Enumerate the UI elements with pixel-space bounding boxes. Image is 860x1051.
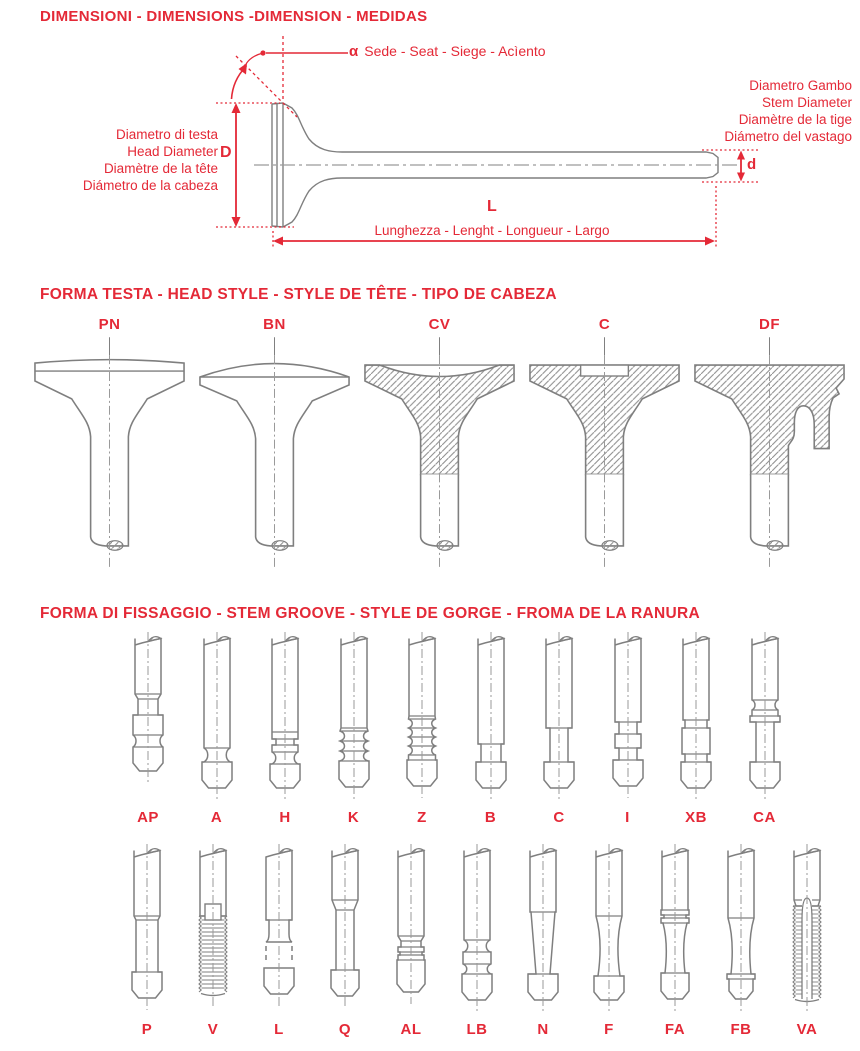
head-diameter-line-es: Diámetro de la cabeza [82, 178, 218, 193]
stem-groove-figure-a [184, 630, 250, 828]
stem-groove-drawing-va [774, 842, 840, 1020]
stem-groove-label-fa: FA [664, 1021, 686, 1038]
stem-groove-figure-n [510, 842, 576, 1040]
stem-groove-figure-f [576, 842, 642, 1040]
stem-groove-drawing-xb [663, 630, 729, 808]
head-style-drawing-bn [193, 335, 356, 584]
head-style-figure-df [688, 316, 851, 584]
stem-groove-label-b: B [484, 809, 497, 826]
seat-label: Sede - Seat - Siege - Acìento [364, 43, 546, 59]
stem-diameter-line-en: Stem Diameter [761, 95, 852, 110]
head-style-label-cv: CV [428, 316, 451, 333]
stem-groove-drawing-v [180, 842, 246, 1020]
head-style-drawing-df [688, 335, 851, 584]
head-style-title: FORMA TESTA - HEAD STYLE - STYLE DE TÊTE - TIPO DE CABEZA [40, 286, 557, 303]
head-style-figure-bn [193, 316, 356, 584]
stem-groove-label-k: K [347, 809, 360, 826]
stem-groove-figure-xb [663, 630, 729, 828]
stem-groove-row-1 [0, 630, 860, 828]
stem-groove-label-l: L [274, 1021, 284, 1038]
head-style-section [0, 286, 860, 584]
stem-groove-figure-h [252, 630, 318, 828]
head-style-drawing-pn [28, 335, 191, 584]
dimensions-title: DIMENSIONI - DIMENSIONS -DIMENSION - MEDIDAS [40, 8, 428, 25]
stem-groove-drawing-fa [642, 842, 708, 1020]
head-style-figure-pn [28, 316, 191, 584]
stem-groove-figure-k [321, 630, 387, 828]
stem-groove-label-a: A [210, 809, 223, 826]
head-diameter-line-it: Diametro di testa [115, 127, 218, 142]
head-style-label-bn: BN [263, 316, 286, 333]
stem-groove-label-lb: LB [466, 1021, 488, 1038]
stem-groove-drawing-a [184, 630, 250, 808]
stem-diameter-line-es: Diámetro del vastago [724, 129, 852, 144]
stem-groove-figure-lb [444, 842, 510, 1040]
stem-groove-label-h: H [279, 809, 291, 826]
stem-groove-figure-l [246, 842, 312, 1040]
head-style-figure-cv [358, 316, 521, 584]
seat-angle-label [349, 43, 546, 60]
stem-groove-drawing-ca [732, 630, 798, 808]
stem-groove-drawing-f [576, 842, 642, 1020]
stem-groove-drawing-al [378, 842, 444, 1020]
stem-groove-label-f: F [604, 1021, 614, 1038]
stem-groove-figure-c [526, 630, 592, 828]
stem-diameter-line-it: Diametro Gambo [749, 78, 852, 93]
stem-groove-drawing-z [389, 630, 455, 808]
symbol-D: D [220, 144, 232, 161]
stem-groove-figure-p [114, 842, 180, 1040]
stem-groove-drawing-l [246, 842, 312, 1020]
stem-groove-drawing-p [114, 842, 180, 1020]
head-diameter-line-fr: Diamètre de la tête [103, 161, 218, 176]
stem-groove-figure-i [595, 630, 661, 828]
stem-groove-row-2 [0, 842, 860, 1040]
stem-groove-figure-fa [642, 842, 708, 1040]
stem-groove-label-ca: CA [753, 809, 776, 826]
stem-groove-drawing-h [252, 630, 318, 808]
stem-diameter-line-fr: Diamètre de la tige [738, 112, 852, 127]
stem-groove-figure-b [458, 630, 524, 828]
head-style-drawing-c [523, 335, 686, 584]
stem-groove-drawing-n [510, 842, 576, 1020]
stem-groove-label-c: C [553, 809, 565, 826]
stem-groove-drawing-c [526, 630, 592, 808]
stem-groove-label-va: VA [796, 1021, 818, 1038]
head-style-label-df: DF [759, 316, 780, 333]
stem-groove-figure-ap [115, 630, 181, 828]
stem-groove-figure-v [180, 842, 246, 1040]
stem-diameter-label [638, 77, 852, 145]
stem-groove-label-al: AL [400, 1021, 422, 1038]
stem-groove-figure-va [774, 842, 840, 1040]
symbol-d: d [747, 156, 757, 173]
stem-groove-figure-fb [708, 842, 774, 1040]
stem-groove-label-p: P [141, 1021, 153, 1038]
stem-groove-figure-ca [732, 630, 798, 828]
stem-groove-drawing-fb [708, 842, 774, 1020]
stem-groove-figure-z [389, 630, 455, 828]
stem-groove-drawing-k [321, 630, 387, 808]
head-style-row [0, 316, 860, 584]
stem-groove-figure-al [378, 842, 444, 1040]
stem-groove-label-v: V [207, 1021, 219, 1038]
stem-groove-label-ap: AP [137, 809, 159, 826]
stem-groove-drawing-b [458, 630, 524, 808]
head-style-figure-c [523, 316, 686, 584]
stem-groove-drawing-i [595, 630, 661, 808]
alpha-symbol: α [349, 43, 359, 60]
stem-groove-figure-q [312, 842, 378, 1040]
head-style-drawing-cv [358, 335, 521, 584]
stem-groove-label-i: I [625, 809, 630, 826]
head-style-label-c: C [598, 316, 611, 333]
stem-groove-label-n: N [537, 1021, 549, 1038]
stem-groove-drawing-lb [444, 842, 510, 1020]
head-style-label-pn: PN [98, 316, 121, 333]
length-label: Lunghezza - Lenght - Longueur - Largo [374, 223, 610, 238]
stem-groove-label-z: Z [417, 809, 427, 826]
stem-groove-drawing-ap [115, 630, 181, 808]
head-diameter-line-en: Head Diameter [127, 144, 218, 159]
stem-groove-label-q: Q [338, 1021, 352, 1038]
stem-groove-drawing-q [312, 842, 378, 1020]
head-diameter-label [20, 126, 218, 194]
stem-groove-label-fb: FB [730, 1021, 752, 1038]
stem-groove-label-xb: XB [685, 809, 707, 826]
symbol-L: L [487, 198, 497, 215]
stem-groove-section [0, 605, 860, 1040]
stem-groove-title: FORMA DI FISSAGGIO - STEM GROOVE - STYLE DE GORGE - FROMA DE LA RANURA [40, 605, 700, 622]
